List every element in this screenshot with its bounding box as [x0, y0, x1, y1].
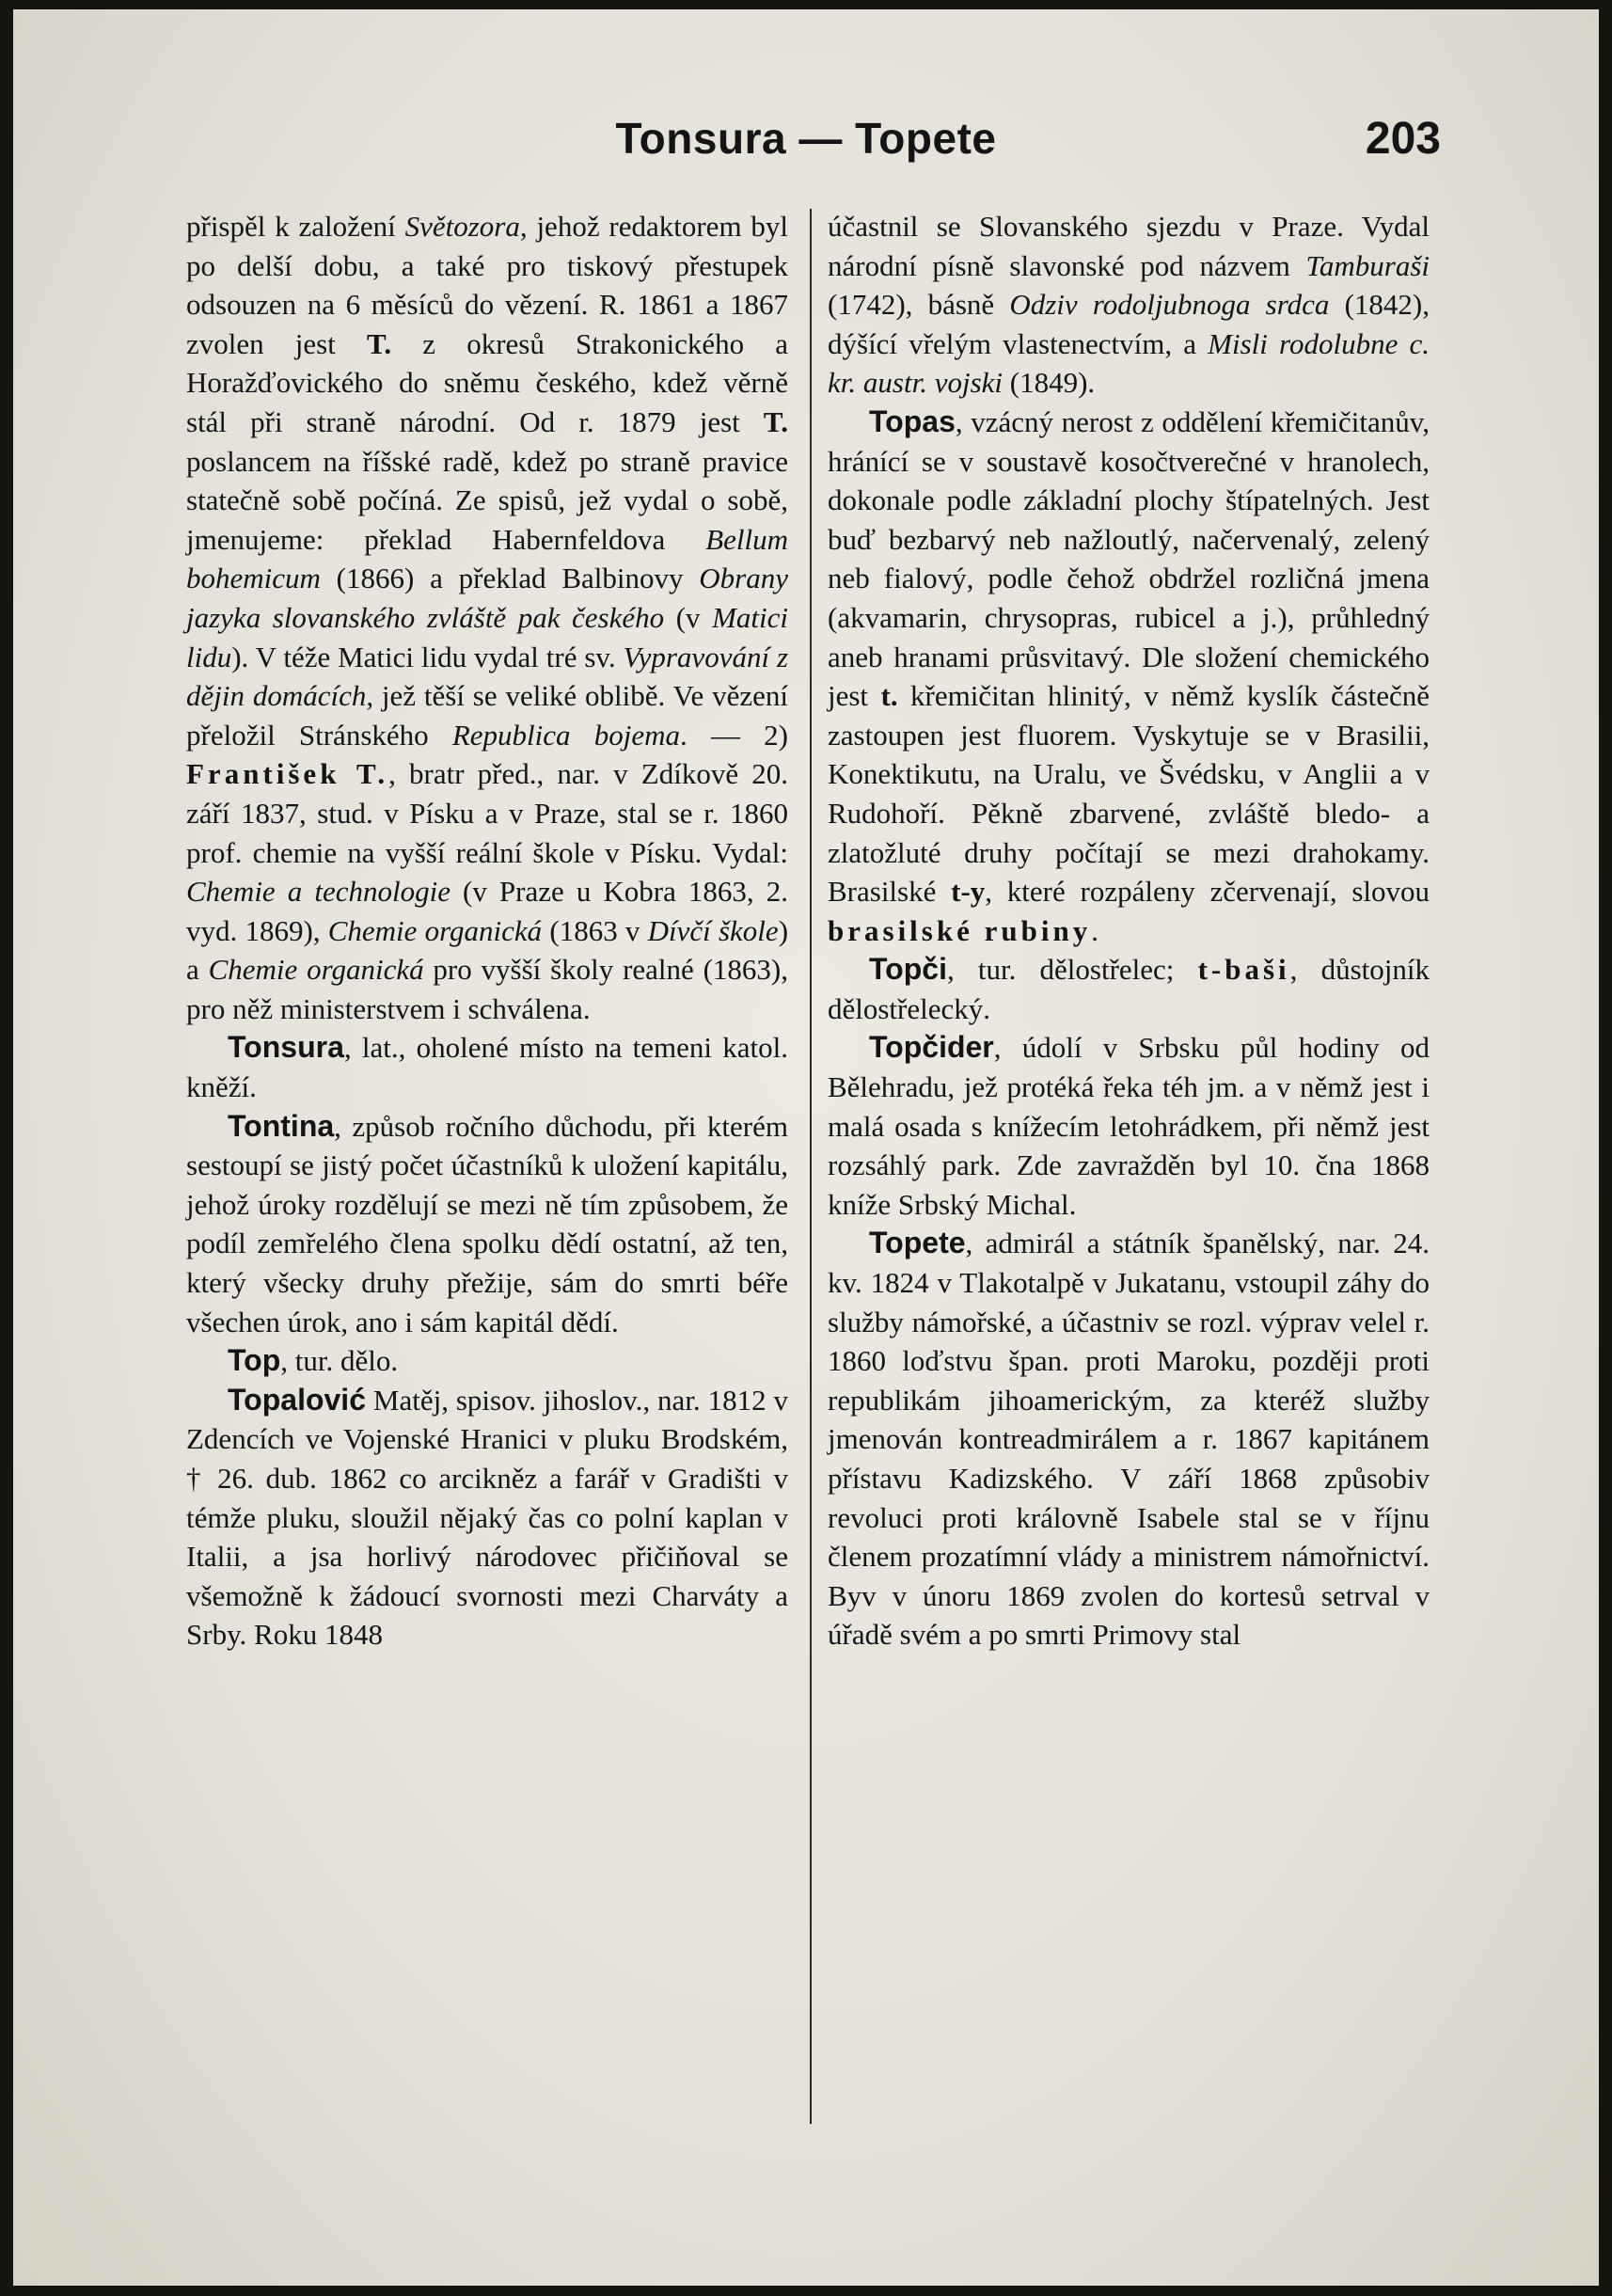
entry-text: pro vyšší školy realné (1863), pro něž ministerstvem i schválena.	[186, 953, 788, 1025]
entry-text: (v Praze u Kobra 1863, 2. vyd. 1869),	[186, 875, 788, 947]
dictionary-entry	[186, 1107, 788, 1342]
entry-text: křemičitan hlinitý, v němž kyslík částečně zastoupen jest fluorem. Vyskytuje se v Brasilii, Konektikutu, na Uralu, ve Švédsku, v Anglii a v Rudohoří. Pěkně zbarvené, zvláště bledo- a zlatožluté druhy počítají se mezi drahokamy. Brasilské	[828, 679, 1430, 909]
entry-text: . — 2)	[680, 718, 788, 752]
italic-title: Republica bojema	[451, 718, 681, 752]
entry-text: Matěj, spisov. jihoslov., nar. 1812 v Zdencích ve Vojenské Hranici v pluku Brodském, † 26. dub. 1862 co arcikněz a farář v Gradišti v témže pluku, sloužil nějaký čas co polní kaplan v Italii, a jsa horlivý národovec přičiňoval se všemožně k žádoucí svornosti mezi Charváty a Srby. Roku 1848	[186, 1383, 788, 1652]
entry-text: .	[1091, 913, 1098, 947]
dictionary-entry	[828, 1224, 1430, 1655]
entry-text: , důstojník dělostřelecký.	[828, 953, 1430, 1025]
italic-title: Světozora	[404, 210, 520, 243]
italic-title: Tamburaši	[1305, 248, 1430, 282]
italic-title: Chemie a technologie	[186, 875, 450, 909]
entry-text: , lat., oholené místo na temeni katol. kněží.	[186, 1031, 788, 1104]
entry-text: , tur. dělostřelec;	[946, 953, 1198, 987]
dictionary-entry	[828, 1028, 1430, 1224]
running-title: Tonsura — Topete	[615, 114, 997, 163]
entry-headword: Topas	[869, 404, 956, 438]
entry-text: (1742), básně	[828, 288, 1010, 322]
italic-title: Misli rodolubne c. kr. austr. vojski	[828, 326, 1430, 400]
entry-text: ). V téže Matici lidu vydal tré sv.	[231, 640, 624, 673]
spaced-term: František T.	[186, 757, 389, 791]
page-header	[13, 113, 1599, 188]
entry-text: , vzácný nerost z oddělení křemičitanův, hránící se v soustavě kosočtverečné v hranolech, dokonale podle základní plochy štípatelných. Jest buď bezbarvý neb nažloutlý, načervenalý, zelený neb fialový, podle čehož obdržel rozličná jmena (akvamarin, chrysopras, rubicel a j.), průhledný aneb hranami průsvitavý. Dle složení chemického jest	[828, 404, 1430, 713]
spaced-term: brasilské rubiny	[828, 913, 1092, 947]
entry-text: poslancem na říšské radě, kdež po straně pravice statečně sobě počíná. Ze spisů, jež vydal o sobě, jmenujeme: překlad Habernfeldova	[186, 444, 788, 556]
italic-title: Vypravování z dějin domácích	[186, 640, 789, 713]
page-number: 203	[1365, 114, 1441, 164]
entry-text: , způsob ročního důchodu, při kterém sestoupí se jistý počet účastníků k uložení kapitálu, jehož úroky rozdělují se mezi ně tím způsobem, že podíl zemřelého člena spolku dědí ostatní, až ten, který všecky druhy přežije, sám do smrti béře všechen úrok, ano i sám kapitál dědí.	[186, 1109, 788, 1338]
dictionary-page	[13, 9, 1599, 2286]
entry-text: , tur. dělo.	[280, 1344, 399, 1378]
entry-continuation	[828, 207, 1430, 403]
entry-headword: Topči	[869, 952, 947, 987]
dictionary-entry	[186, 1028, 788, 1106]
entry-text: , bratr před., nar. v Zdíkově 20. září 1837, stud. v Písku a v Praze, stal se r. 1860 prof. chemie na vyšší reální škole v Písku. Vydal:	[186, 757, 788, 869]
dictionary-entry	[828, 403, 1430, 950]
entry-headword: Tontina	[228, 1108, 335, 1143]
italic-title: Dívčí škole	[647, 913, 779, 947]
entry-headword: Top	[228, 1343, 281, 1378]
entry-text: , admirál a státník španělský, nar. 24. kv. 1824 v Tlakotalpě v Jukatanu, vstoupil záhy do služby námořské, a účastniv se rozl. výprav velel r. 1860 loďstvu špan. proti Maroku, později proti republikám jihoamerickým, za kteréž služby jmenován kontreadmirálem a r. 1867 kapitánem přístavu Kadizského. V září 1868 způsobiv revoluci proti královně Isabele stal se v říjnu členem prozatímní vlády a ministrem námořnictví. Byv v únoru 1869 zvolen do kortesů setrval v úřadě svém a po smrti Primovy stal	[828, 1227, 1430, 1652]
entry-text: ) a	[186, 913, 789, 987]
bold-abbreviation: T.	[367, 326, 392, 360]
dictionary-entry	[186, 1341, 788, 1381]
entry-headword: Topčider	[869, 1030, 994, 1065]
entry-text: (1842), dýšící vřelým vlastenectvím, a	[828, 288, 1430, 360]
italic-title: Chemie organická	[208, 953, 424, 987]
entry-text: (1863 v	[542, 913, 648, 947]
bold-abbreviation: t-y	[951, 875, 986, 909]
entry-text: , jež těší se veliké oblibě. Ve vězení přeložil Stránského	[186, 679, 788, 752]
entry-headword: Topete	[869, 1226, 966, 1260]
entry-text: (1849).	[1003, 366, 1096, 400]
entry-text: , údolí v Srbsku půl hodiny od Bělehradu, jež protéká řeka téh jm. a v němž jest i malá osada s knížecím letohrádkem, při němž jest rozsáhlý park. Zde zavražděn byl 10. čna 1868 kníže Srbský Michal.	[828, 1031, 1430, 1221]
entry-text: , které rozpáleny zčervenají, slovou	[985, 875, 1430, 909]
italic-title: Bellum bohemicum	[186, 522, 788, 595]
entry-continuation	[186, 207, 788, 1028]
italic-title: Odziv rodoljubnoga srdca	[1009, 288, 1330, 322]
italic-title: Matici lidu	[186, 600, 789, 673]
spaced-term: t-baši	[1197, 953, 1290, 987]
entry-text: , jehož redaktorem byl po delší dobu, a také pro tiskový přestupek odsouzen na 6 měsíců do vězení. R. 1861 a 1867 zvolen jest	[186, 210, 788, 360]
entry-text: (v	[664, 600, 713, 634]
entry-headword: Tonsura	[228, 1030, 344, 1065]
bold-abbreviation: t.	[880, 679, 898, 713]
dictionary-entry	[828, 950, 1430, 1028]
right-column	[828, 207, 1430, 1655]
column-divider	[810, 209, 812, 2124]
left-column	[186, 207, 788, 1655]
dictionary-entry	[186, 1381, 788, 1655]
bold-abbreviation: T.	[763, 404, 788, 438]
italic-title: Chemie organická	[327, 913, 543, 947]
entry-headword: Topalović	[228, 1382, 366, 1417]
entry-text: přispěl k založení	[186, 210, 405, 243]
entry-text: z okresů Strakonického a Horažďovického do sněmu českého, kdež věrně stál při straně národní. Od r. 1879 jest	[186, 326, 788, 438]
entry-text: (1866) a překlad Balbinovy	[320, 562, 700, 595]
italic-title: Obrany jazyka slovanského zvláště pak českého	[186, 562, 788, 634]
entry-text: účastnil se Slovanského sjezdu v Praze. Vydal národní písně slavonské pod názvem	[828, 210, 1430, 282]
